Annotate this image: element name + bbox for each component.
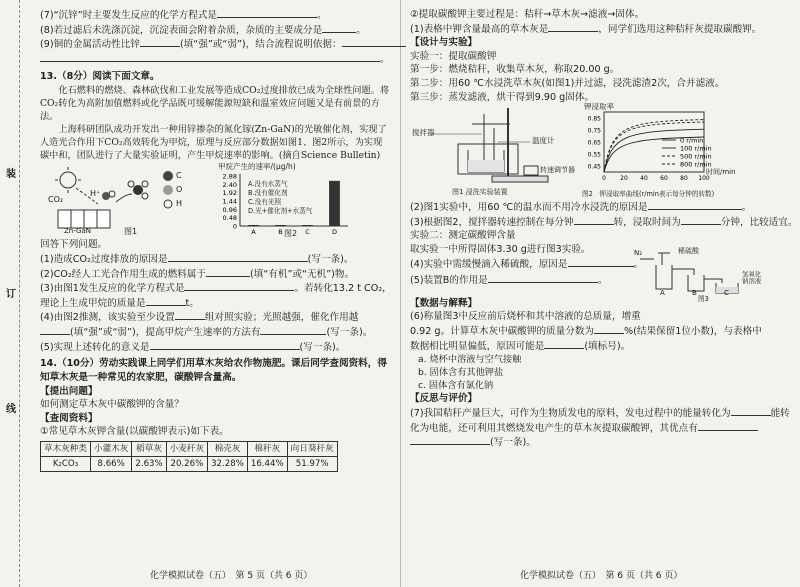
- legend-o-label: O: [176, 185, 183, 195]
- table-header-cell: 棉秆灰: [247, 441, 287, 456]
- figure-1-caption-right: 图1 浸洗实验装置: [452, 188, 508, 197]
- q13-1: (1)造成CO₂过度排放的原因是 (写一条)。: [40, 254, 354, 266]
- line-x-tick: 20: [620, 175, 628, 183]
- bar-B: [275, 225, 286, 226]
- line-legend-label: 0 r/min: [680, 136, 704, 145]
- q13-2: (2)CO₂经人工光合作用生成的燃料属于 (填“有机”或“无机”)物。: [40, 268, 355, 280]
- bar-y-tick: 2.88: [222, 172, 237, 181]
- thermometer-label: 温度计: [532, 136, 555, 146]
- q13-4-continue: (填“强”或“弱”)，提高甲烷产生速率的方法有 (写一条)。: [40, 325, 390, 340]
- line-chart-svg: [582, 110, 762, 190]
- bar-legend-c: C.没有光照: [248, 198, 282, 207]
- flask-a: [656, 265, 672, 289]
- table-header-cell: 小麦秆灰: [166, 441, 207, 456]
- q14-lookup-header: 【查阅资料】: [40, 412, 98, 424]
- binding-margin: [0, 0, 30, 587]
- binding-mark-zhuang: 装: [5, 165, 17, 180]
- co2-label: CO₂: [48, 195, 64, 205]
- dropping-funnel: [658, 253, 670, 265]
- q12-9: (9)铜的金属活动性比锌 (填“强”或“弱”)，结合流程说明依据：: [40, 37, 390, 52]
- bar-C: [302, 225, 313, 226]
- q13-paragraph-2: 上海科研团队成功开发出一种用锌掺杂的氮化镓(Zn-GaN)的光敏催化剂，实现了人造光合作用下CO₂高效转化为甲烷，原理与反应部分数据如图1、图2所示，为实现碳中和，团队进行了大量实验证明，产生甲烷速率的影响。(摘自Science Bulletin): [40, 124, 387, 162]
- legend-c-icon: [163, 171, 173, 181]
- leaching-rate-chart: [582, 104, 762, 200]
- q13-paragraph-1: 化石燃料的燃烧、森林砍伐和工业发展等造成CO₂过度排放已成为全球性问题。将CO₂转化为高附加值燃料或化学品既可缓解能源短缺和温室效应问题又是有前景的方法。: [40, 85, 390, 123]
- line-y-tick: 0.75: [587, 127, 601, 135]
- line-x-tick: 40: [640, 175, 648, 183]
- bar-chart-title: 甲烷产生的速率/(μg/h): [218, 162, 296, 172]
- bar-y-tick: 1.92: [222, 189, 237, 198]
- r-q6: (6)称量图3中反应前后烧杯和其中溶液的总质量，增重: [410, 311, 641, 323]
- line-legend-label: 500 r/min: [680, 152, 712, 161]
- q13-3: (3)由图1发生反应的化学方程式是 。若转化13.2 t CO₂，: [40, 283, 392, 295]
- label-a: A: [660, 288, 665, 297]
- bar-A: [248, 225, 259, 226]
- column-divider: [400, 0, 401, 587]
- table-header-cell: 稻草灰: [132, 441, 166, 456]
- r-q3: (3)根据图2，搅拌器转速控制在每分钟 转，浸取时间为 分钟，比较适宜。: [410, 216, 798, 228]
- line-y-tick: 0.55: [587, 151, 601, 159]
- table-header-row: [41, 441, 338, 456]
- reflection-header: 【反思与评价】: [410, 393, 478, 405]
- bar-legend-b: B.没有催化剂: [248, 189, 288, 198]
- design-header: 【设计与实验】: [410, 37, 478, 49]
- q14-heading: 14.（10分）劳动实践课上同学们用草木灰给农作物施肥。课后同学查阅资料，得知草木灰是一种常见的农家肥，碳酸钾含量高。: [40, 358, 387, 383]
- table-header-cell: 小灌木灰: [90, 441, 131, 456]
- table-cell: 51.97%: [287, 457, 337, 472]
- experiment-2-title: 实验二：测定碳酸钾含量: [410, 230, 516, 242]
- line-x-tick: 80: [680, 175, 688, 183]
- r-q5: (5)装置B的作用是 。: [410, 274, 608, 286]
- bar-x-label: C: [305, 228, 310, 237]
- bar-y-tick: 1.44: [222, 197, 237, 206]
- line-y-tick: 0.85: [587, 115, 601, 123]
- q13-4: (4)由图2推测，该实验至少设置 组对照实验；光照越强，催化作用越: [40, 312, 359, 324]
- table-row: [41, 457, 338, 472]
- r-q2: (2)图1实验中，用60 ℃的温水而不用冷水浸洗的原因是 。: [410, 202, 752, 214]
- bar-legend-d: D.光+催化剂+水蒸气: [248, 207, 313, 216]
- r-q7: (7)我国秸秆产量巨大，可作为生物质发电的原料，发电过程中的能量转化为 能转: [410, 407, 790, 419]
- r-q6-continue: 0.92 g。计算草木灰中碳酸钾的质量分数为 %(结果保留1位小数)，与表格中: [410, 325, 762, 337]
- r-q7-continue-2: (写一条)。: [410, 435, 762, 450]
- q13-figure-1: [46, 164, 196, 238]
- r-q7-continue: 化为电能，还可利用其燃烧发电产生的草木灰提取碳酸钾，其优点有: [410, 421, 762, 436]
- q13-3-continue: 理论上生成甲烷的质量是 t。: [40, 297, 199, 309]
- experiment-figures: [410, 104, 762, 200]
- naoh-label: 氢氧化钠溶液: [742, 269, 762, 285]
- hplus-label: H⁺: [90, 189, 101, 199]
- legend-o-icon: [163, 185, 173, 195]
- speed-regulator-box: [524, 166, 538, 175]
- label-c: C: [724, 288, 729, 297]
- catalyst-label: Zn-GaN: [64, 227, 91, 236]
- legend-c-label: C: [176, 171, 182, 181]
- binding-line: [19, 0, 20, 587]
- potassium-content-table: [40, 441, 338, 472]
- table-cell: 8.66%: [90, 457, 131, 472]
- line-chart-title: 钾浸取率: [584, 102, 614, 112]
- figure-1-caption: 图1: [124, 227, 138, 237]
- q14-propose-header: 【提出问题】: [40, 385, 98, 397]
- q13-heading: 13.（8分）阅读下面文章。: [40, 71, 160, 83]
- q14-question: 如何测定草木灰中碳酸钾的含量？: [40, 399, 184, 411]
- figure-2-caption: 图2: [284, 229, 298, 239]
- table-header-cell: 棉壳灰: [208, 441, 248, 456]
- stand-base: [492, 176, 548, 182]
- figure-3: [634, 246, 762, 303]
- line-legend-label: 100 r/min: [680, 144, 712, 153]
- experiment-2-desc: 取实验一中所得固体3.30 g进行图3实验。: [410, 244, 591, 256]
- line-chart-xlabel: 时间/min: [706, 168, 736, 177]
- table-header-cell: 草木灰种类: [41, 441, 91, 456]
- line-x-tick: 100: [698, 175, 710, 183]
- line-y-tick: 0.65: [587, 139, 601, 147]
- stirrer-label: 搅拌器: [412, 128, 435, 138]
- table-cell: 32.28%: [208, 457, 248, 472]
- binding-mark-ding: 订: [5, 285, 17, 300]
- bar-x-label: A: [251, 228, 256, 237]
- table-cell: 16.44%: [247, 457, 287, 472]
- option-b: b. 固体含有其他钾盐: [418, 367, 504, 379]
- figure-3-caption: 图3: [698, 294, 709, 303]
- bar-D: [329, 181, 340, 226]
- bar-legend-a: A.没有水蒸气: [248, 180, 288, 189]
- label-b: B: [692, 288, 697, 297]
- info-2: ②提取碳酸钾主要过程是：秸秆→草木灰→滤液→固体。: [410, 9, 645, 20]
- sun-icon: [60, 172, 76, 188]
- bar-x-label: B: [278, 228, 283, 237]
- q13-answer-intro: 回答下列问题。: [40, 239, 108, 251]
- binding-mark-xian: 线: [5, 400, 17, 415]
- left-column: [40, 8, 390, 472]
- acid-label: 稀硫酸: [678, 246, 699, 255]
- bar-x-label: D: [331, 228, 338, 237]
- bar-y-tick: 0.48: [222, 214, 237, 223]
- table-cell: 20.26%: [166, 457, 207, 472]
- line-x-tick: 0: [602, 175, 606, 183]
- q13-figure-2-chart: [218, 164, 378, 238]
- bar-y-tick: 2.40: [222, 181, 237, 190]
- r-q4: (4)实验中需缓慢滴入稀硫酸，原因是 。: [410, 258, 644, 270]
- table-row-label: K₂CO₃: [41, 457, 91, 472]
- line-legend-label: 800 r/min: [680, 160, 712, 169]
- step-2: 第二步：用60 ℃水浸洗草木灰(如图1)并过滤，浸洗滤渣2次，合并滤液。: [410, 78, 725, 90]
- page-footer-left: 化学模拟试卷（五） 第 5 页（共 6 页）: [150, 571, 313, 581]
- data-header: 【数据与解释】: [410, 297, 478, 309]
- bar-y-tick: 0.96: [222, 206, 237, 215]
- bar-chart-legend: [248, 180, 312, 216]
- line-x-tick: 60: [660, 175, 668, 183]
- bar-y-tick: 0: [232, 222, 237, 231]
- experiment-1-title: 实验一：提取碳酸钾: [410, 50, 497, 62]
- option-c: c. 固体含有氯化钠: [418, 380, 494, 392]
- r-q1: (1)表格中钾含量最高的草木灰是 ，同学们选用这种秸秆灰提取碳酸钾。: [410, 23, 762, 35]
- q13-figures: [40, 164, 390, 238]
- r-q6-continue-2: 数据相比明显偏低，原因可能是 (填标号)。: [410, 340, 631, 352]
- q12-9-continue: 。: [40, 52, 390, 67]
- step-3: 第三步：蒸发滤液，烘干得到9.90 g固体。: [410, 91, 594, 103]
- regulator-label: 转速调节器: [540, 166, 575, 175]
- legend-h-icon: [164, 200, 172, 208]
- wash-apparatus-figure: [412, 104, 582, 200]
- n2-label: N₂: [634, 248, 643, 257]
- right-column: [410, 8, 798, 450]
- table-cell: 2.63%: [132, 457, 166, 472]
- option-a: a. 烧杯中溶液与空气接触: [418, 354, 522, 366]
- q13-5: (5)实现上述转化的意义是 (写一条)。: [40, 341, 346, 353]
- q12-7: (7)“沉锌”时主要发生反应的化学方程式是 。: [40, 10, 327, 21]
- q14-info-1: ①常见草木灰钾含量(以碳酸钾表示)如下表。: [40, 426, 229, 438]
- legend-h-label: H: [176, 199, 183, 209]
- page-footer-right: 化学模拟试卷（五） 第 6 页（共 6 页）: [520, 571, 683, 581]
- step-1: 第一步：燃烧秸秆，收集草木灰，称取20.00 g。: [410, 64, 620, 76]
- q12-8: (8)若过滤后未洗涤沉淀，沉淀表面会附着杂质，杂质的主要成分是 。: [40, 24, 366, 36]
- table-header-cell: 向日葵秆灰: [287, 441, 337, 456]
- figure-2-caption-right: 图2 钾浸取率曲线(r/min表示每分钟的转数): [582, 190, 715, 199]
- methane-molecule-icon: [133, 185, 143, 195]
- line-y-tick: 0.45: [587, 163, 601, 171]
